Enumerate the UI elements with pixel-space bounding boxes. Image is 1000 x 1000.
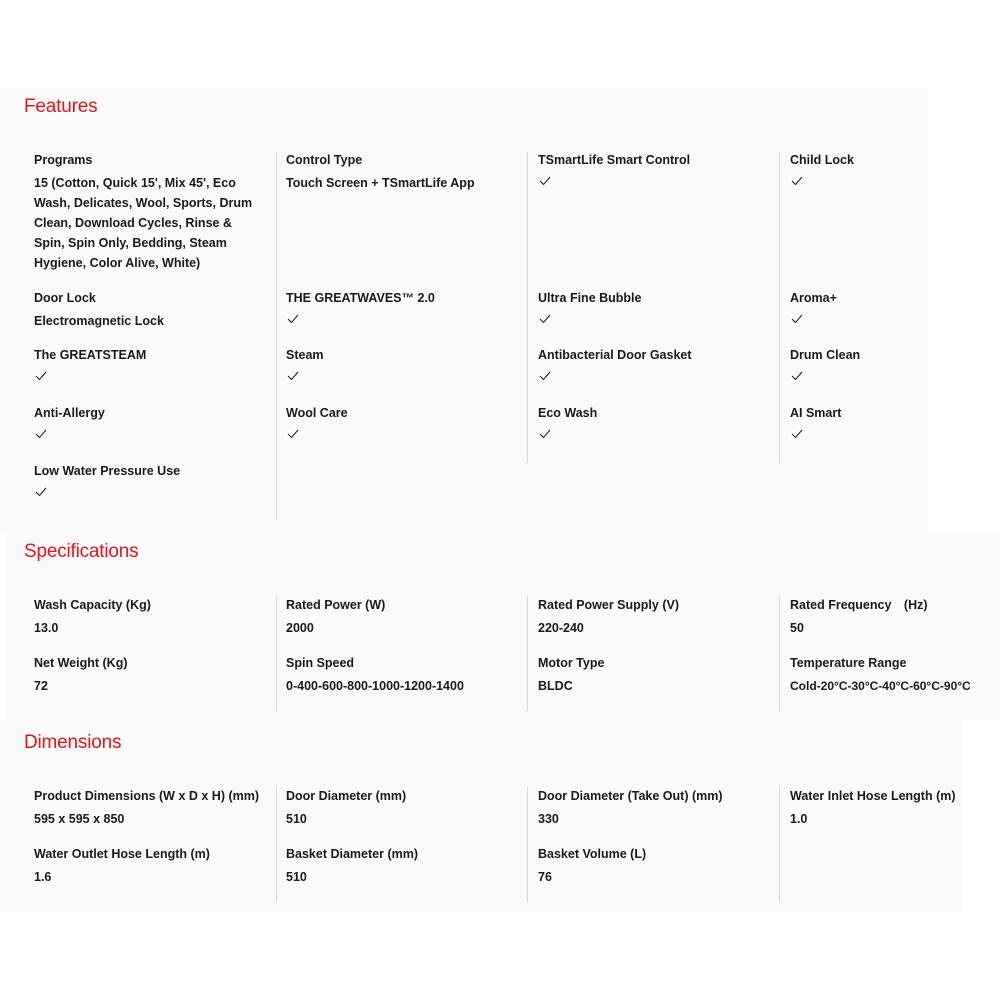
feature-door-lock bbox=[34, 288, 164, 331]
feature-label: THE GREATWAVES™ 2.0 bbox=[286, 291, 435, 305]
dim-value: 510 bbox=[286, 812, 307, 826]
checkmark-icon bbox=[287, 429, 299, 439]
feature-label: Low Water Pressure Use bbox=[34, 464, 181, 478]
feature-label: Control Type bbox=[286, 153, 363, 167]
column-divider bbox=[779, 152, 780, 463]
dim-value: 1.0 bbox=[790, 812, 808, 826]
spec-rated-frequency bbox=[790, 595, 928, 638]
checkmark-icon bbox=[35, 487, 47, 497]
checkmark-icon bbox=[287, 314, 299, 324]
feature-ai-smart bbox=[790, 403, 841, 439]
feature-label: Eco Wash bbox=[538, 406, 598, 420]
dim-label: Door Diameter (Take Out) (mm) bbox=[538, 789, 723, 803]
dim-label: Water Inlet Hose Length (m) bbox=[790, 789, 956, 803]
feature-label: Drum Clean bbox=[790, 348, 861, 362]
dim-door-diameter-take-out bbox=[538, 786, 723, 829]
feature-antibacterial-gasket bbox=[538, 345, 692, 381]
feature-label: Door Lock bbox=[34, 291, 96, 305]
feature-steam bbox=[286, 345, 324, 381]
spec-spin-speed bbox=[286, 653, 464, 696]
checkmark-icon bbox=[539, 176, 551, 186]
feature-label: Antibacterial Door Gasket bbox=[538, 348, 692, 362]
feature-drum-clean bbox=[790, 345, 860, 381]
dim-label: Basket Diameter (mm) bbox=[286, 847, 418, 861]
spec-label: Net Weight (Kg) bbox=[34, 656, 128, 670]
column-divider bbox=[527, 596, 528, 711]
dim-value: 510 bbox=[286, 870, 307, 884]
spec-motor-type bbox=[538, 653, 604, 696]
column-divider bbox=[276, 787, 277, 902]
spec-rated-power-supply bbox=[538, 595, 679, 638]
dim-value: 330 bbox=[538, 812, 559, 826]
dim-water-inlet-hose bbox=[790, 786, 956, 829]
dim-basket-volume bbox=[538, 844, 646, 887]
dimensions-title: Dimensions bbox=[24, 732, 122, 753]
feature-anti-allergy bbox=[34, 403, 105, 439]
checkmark-icon bbox=[539, 429, 551, 439]
feature-label: AI Smart bbox=[790, 406, 842, 420]
checkmark-icon bbox=[791, 176, 803, 186]
feature-eco-wash bbox=[538, 403, 597, 439]
features-title: Features bbox=[24, 96, 98, 117]
checkmark-icon bbox=[539, 371, 551, 381]
checkmark-icon bbox=[35, 429, 47, 439]
dim-value: 595 x 595 x 850 bbox=[34, 812, 125, 826]
dim-product-dimensions bbox=[34, 786, 259, 829]
dim-value: 1.6 bbox=[34, 870, 52, 884]
spec-value: Cold-20°C-30°C-40°C-60°C-90°C bbox=[790, 679, 971, 693]
dim-water-outlet-hose bbox=[34, 844, 210, 887]
feature-low-water-pressure bbox=[34, 461, 180, 497]
feature-control-type bbox=[286, 150, 475, 193]
dim-label: Product Dimensions (W x D x H) (mm) bbox=[34, 789, 260, 803]
spec-value: 13.0 bbox=[34, 621, 59, 635]
checkmark-icon bbox=[539, 314, 551, 324]
feature-child-lock bbox=[790, 150, 854, 186]
specifications-title: Specifications bbox=[24, 541, 139, 562]
spec-net-weight bbox=[34, 653, 128, 696]
spec-rated-power bbox=[286, 595, 385, 638]
spec-label: Temperature Range bbox=[790, 656, 907, 670]
dim-basket-diameter bbox=[286, 844, 418, 887]
dim-label: Door Diameter (mm) bbox=[286, 789, 407, 803]
checkmark-icon bbox=[791, 314, 803, 324]
feature-greatsteam bbox=[34, 345, 146, 381]
column-divider bbox=[779, 787, 780, 902]
feature-value: 15 (Cotton, Quick 15', Mix 45', Eco Wash, Delicates, Wool, Sports, Drum Clean, Download Cycles, Rinse & Spin, Spin Only, Bedding, Steam Hygiene, Color Alive, White) bbox=[34, 176, 253, 270]
spec-value: BLDC bbox=[538, 679, 573, 693]
dim-label: Basket Volume (L) bbox=[538, 847, 647, 861]
column-divider bbox=[779, 596, 780, 711]
feature-value: Touch Screen + TSmartLife App bbox=[286, 176, 475, 190]
feature-ultra-fine-bubble bbox=[538, 288, 641, 324]
spec-label: Spin Speed bbox=[286, 656, 355, 670]
feature-programs bbox=[34, 150, 264, 273]
column-divider bbox=[276, 596, 277, 711]
spec-value: 0-400-600-800-1000-1200-1400 bbox=[286, 679, 464, 693]
feature-value: Electromagnetic Lock bbox=[34, 314, 164, 328]
spec-value: 2000 bbox=[286, 621, 314, 635]
spec-wash-capacity bbox=[34, 595, 151, 638]
dim-value: 76 bbox=[538, 870, 552, 884]
feature-label: Ultra Fine Bubble bbox=[538, 291, 642, 305]
feature-label: Anti-Allergy bbox=[34, 406, 105, 420]
dim-door-diameter bbox=[286, 786, 406, 829]
dim-label: Water Outlet Hose Length (m) bbox=[34, 847, 210, 861]
spec-label: Rated Frequency (Hz) bbox=[790, 598, 928, 612]
spec-label: Rated Power (W) bbox=[286, 598, 386, 612]
checkmark-icon bbox=[35, 371, 47, 381]
spec-value: 72 bbox=[34, 679, 48, 693]
feature-tsmartlife-control bbox=[538, 150, 690, 186]
spec-value: 220-240 bbox=[538, 621, 584, 635]
column-divider bbox=[527, 152, 528, 463]
feature-label: Child Lock bbox=[790, 153, 854, 167]
feature-greatwaves bbox=[286, 288, 435, 324]
spec-label: Rated Power Supply (V) bbox=[538, 598, 679, 612]
feature-label: TSmartLife Smart Control bbox=[538, 153, 691, 167]
spec-value: 50 bbox=[790, 621, 804, 635]
column-divider bbox=[527, 787, 528, 902]
feature-label: Steam bbox=[286, 348, 324, 362]
checkmark-icon bbox=[791, 371, 803, 381]
checkmark-icon bbox=[287, 371, 299, 381]
feature-label: Aroma+ bbox=[790, 291, 837, 305]
spec-temperature-range bbox=[790, 653, 971, 696]
column-divider bbox=[276, 152, 277, 520]
checkmark-icon bbox=[791, 429, 803, 439]
spec-label: Motor Type bbox=[538, 656, 605, 670]
spec-label: Wash Capacity (Kg) bbox=[34, 598, 151, 612]
feature-wool-care bbox=[286, 403, 348, 439]
feature-label: Wool Care bbox=[286, 406, 348, 420]
feature-aroma-plus bbox=[790, 288, 837, 324]
feature-label: Programs bbox=[34, 153, 93, 167]
feature-label: The GREATSTEAM bbox=[34, 348, 147, 362]
